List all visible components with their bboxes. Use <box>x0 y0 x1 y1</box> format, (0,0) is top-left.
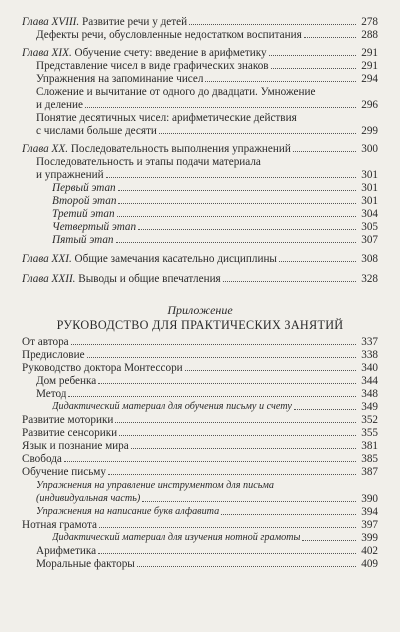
entry-title: Обучение счету: введение в арифметику <box>74 47 267 59</box>
page-number: 402 <box>361 545 378 557</box>
entry-title: Выводы и общие впечатления <box>78 273 221 285</box>
page-number: 300 <box>361 143 378 155</box>
page-number: 381 <box>361 440 378 452</box>
toc-entry-stage[interactable] <box>52 182 378 194</box>
dot-leader <box>85 107 356 108</box>
page-number: 394 <box>361 506 378 518</box>
toc-entry-line <box>36 156 378 168</box>
page-number: 296 <box>361 99 378 111</box>
dot-leader <box>118 190 356 191</box>
page-number: 305 <box>361 221 378 233</box>
page-number: 288 <box>361 29 378 41</box>
chapter-label: Глава XXII. <box>22 273 76 285</box>
appendix-entry-line <box>36 480 378 492</box>
dot-leader <box>98 383 356 384</box>
toc-entry-ch19[interactable] <box>22 47 378 59</box>
entry-title: От автора <box>22 336 69 348</box>
page-number: 307 <box>361 234 378 246</box>
dot-leader <box>304 37 356 38</box>
dot-leader <box>71 344 356 345</box>
chapter-label: Глава XX. <box>22 143 69 155</box>
toc-entry[interactable] <box>36 29 378 41</box>
page-number: 304 <box>361 208 378 220</box>
entry-title: Последовательность и этапы подачи материала <box>36 156 261 168</box>
entry-title: и упражнений <box>36 169 104 181</box>
toc-entry-line <box>36 86 378 98</box>
dot-leader <box>293 151 356 152</box>
page-number: 291 <box>361 47 378 59</box>
dot-leader <box>87 357 356 358</box>
dot-leader <box>302 540 356 541</box>
entry-title: Последовательность выполнения упражнений <box>70 143 291 155</box>
toc-entry[interactable] <box>36 125 378 137</box>
chapter-label: Глава XVIII. <box>22 16 80 28</box>
appendix-entry[interactable] <box>36 506 378 518</box>
entry-title: Дефекты речи, обусловленные недостатком воспитания <box>36 29 302 41</box>
page-number: 399 <box>361 532 378 544</box>
dot-leader <box>131 448 356 449</box>
page-number: 355 <box>361 427 378 439</box>
appendix-entry[interactable] <box>36 493 378 505</box>
page-number: 387 <box>361 466 378 478</box>
entry-title: Руководство доктора Монтессори <box>22 362 183 374</box>
entry-title: Язык и познание мира <box>22 440 129 452</box>
entry-title: Пятый этап <box>52 234 114 246</box>
page-number: 338 <box>361 349 378 361</box>
dot-leader <box>108 474 356 475</box>
page-number: 385 <box>361 453 378 465</box>
entry-title: Арифметика <box>36 545 97 557</box>
entry-title: Развитие сенсорики <box>22 427 118 439</box>
dot-leader <box>294 409 356 410</box>
appendix-entry[interactable] <box>22 349 378 361</box>
page-number: 349 <box>361 401 378 413</box>
entry-title: Метод <box>36 388 67 400</box>
page-number: 278 <box>361 16 378 28</box>
appendix-entry[interactable] <box>22 362 378 374</box>
page-number: 291 <box>361 60 378 72</box>
entry-title: Третий этап <box>52 208 115 220</box>
toc-entry-stage[interactable] <box>52 195 378 207</box>
page-number: 308 <box>361 253 378 265</box>
dot-leader <box>142 501 356 502</box>
chapter-label: Глава XIX. <box>22 47 72 59</box>
appendix-entry[interactable] <box>22 519 378 531</box>
entry-title: Свобода <box>22 453 62 465</box>
page-number: 348 <box>361 388 378 400</box>
dot-leader <box>138 229 356 230</box>
toc-entry-stage[interactable] <box>52 208 378 220</box>
toc-entry-ch20[interactable] <box>22 143 378 155</box>
dot-leader <box>205 81 356 82</box>
page-number: 337 <box>361 336 378 348</box>
dot-leader <box>185 370 356 371</box>
entry-title: Понятие десятичных чисел: арифметические действия <box>36 112 297 124</box>
entry-title: Упражнения на запоминание чисел <box>36 73 204 85</box>
entry-title: Второй этап <box>52 195 117 207</box>
appendix-label: Приложение <box>167 303 233 317</box>
page-number: 301 <box>361 182 378 194</box>
appendix-entry[interactable] <box>36 388 378 400</box>
dot-leader <box>106 177 356 178</box>
toc-entry-ch22[interactable] <box>22 273 378 285</box>
page-number: 340 <box>361 362 378 374</box>
entry-title: с числами больше десяти <box>36 125 157 137</box>
dot-leader <box>119 435 356 436</box>
entry-title: Развитие речи у детей <box>82 16 188 28</box>
appendix-entry[interactable] <box>22 336 378 348</box>
appendix-entry[interactable] <box>52 532 378 544</box>
toc-entry[interactable] <box>36 169 378 181</box>
dot-leader <box>99 527 356 528</box>
appendix-entry[interactable] <box>22 414 378 426</box>
dot-leader <box>98 553 356 554</box>
dot-leader <box>64 461 356 462</box>
page-number: 301 <box>361 195 378 207</box>
toc-entry[interactable] <box>36 60 378 72</box>
page-number: 397 <box>361 519 378 531</box>
dot-leader <box>189 24 356 25</box>
entry-title: Развитие моторики <box>22 414 114 426</box>
appendix-entry[interactable] <box>36 375 378 387</box>
entry-title: Обучение письму <box>22 466 106 478</box>
page-number: 301 <box>361 169 378 181</box>
chapter-label: Глава XXI. <box>22 253 72 265</box>
appendix-entry[interactable] <box>22 466 378 478</box>
appendix-entry[interactable] <box>22 453 378 465</box>
entry-title: Дидактический материал для изучения нотной грамоты <box>52 532 301 543</box>
entry-title: Нотная грамота <box>22 519 97 531</box>
page-number: 390 <box>361 493 378 505</box>
toc-entry-stage[interactable] <box>52 234 378 246</box>
dot-leader <box>116 242 356 243</box>
entry-title: Первый этап <box>52 182 116 194</box>
entry-title: Упражнения на написание букв алфавита <box>36 506 220 517</box>
page-number: 294 <box>361 73 378 85</box>
entry-title: и деление <box>36 99 83 111</box>
toc-entry-line <box>36 112 378 124</box>
dot-leader <box>279 261 356 262</box>
entry-title: Упражнения на управление инструментом для письма <box>36 480 274 491</box>
dot-leader <box>223 281 356 282</box>
dot-leader <box>117 216 356 217</box>
entry-title: (индивидуальная часть) <box>36 493 141 504</box>
entry-title: Предисловие <box>22 349 85 361</box>
dot-leader <box>269 55 356 56</box>
appendix-entry[interactable] <box>22 440 378 452</box>
appendix-entry[interactable] <box>36 545 378 557</box>
entry-title: Моральные факторы <box>36 558 135 570</box>
dot-leader <box>159 133 356 134</box>
dot-leader <box>115 422 356 423</box>
entry-title: Четвертый этап <box>52 221 137 233</box>
page-number: 409 <box>361 558 378 570</box>
page-number: 344 <box>361 375 378 387</box>
page-number: 328 <box>361 273 378 285</box>
appendix-entry[interactable] <box>36 558 378 570</box>
toc-entry-stage[interactable] <box>52 221 378 233</box>
entry-title: Сложение и вычитание от одного до двадцати. Умножение <box>36 86 316 98</box>
toc-entry[interactable] <box>36 73 378 85</box>
entry-title: Дом ребенка <box>36 375 97 387</box>
dot-leader <box>221 514 356 515</box>
dot-leader <box>118 203 356 204</box>
appendix-title: РУКОВОДСТВО ДЛЯ ПРАКТИЧЕСКИХ ЗАНЯТИЙ <box>56 318 344 332</box>
toc-entry-ch21[interactable] <box>22 253 378 265</box>
page-number: 352 <box>361 414 378 426</box>
page-number: 299 <box>361 125 378 137</box>
entry-title: Дидактический материал для обучения письму и счету <box>52 401 292 412</box>
entry-title: Представление чисел в виде графических знаков <box>36 60 269 72</box>
appendix-entry[interactable] <box>22 427 378 439</box>
entry-title: Общие замечания касательно дисциплины <box>74 253 277 265</box>
dot-leader <box>271 68 356 69</box>
dot-leader <box>68 396 356 397</box>
toc-entry[interactable] <box>36 99 378 111</box>
dot-leader <box>137 566 356 567</box>
toc-entry-ch18[interactable] <box>22 16 378 28</box>
appendix-entry[interactable] <box>52 401 378 413</box>
